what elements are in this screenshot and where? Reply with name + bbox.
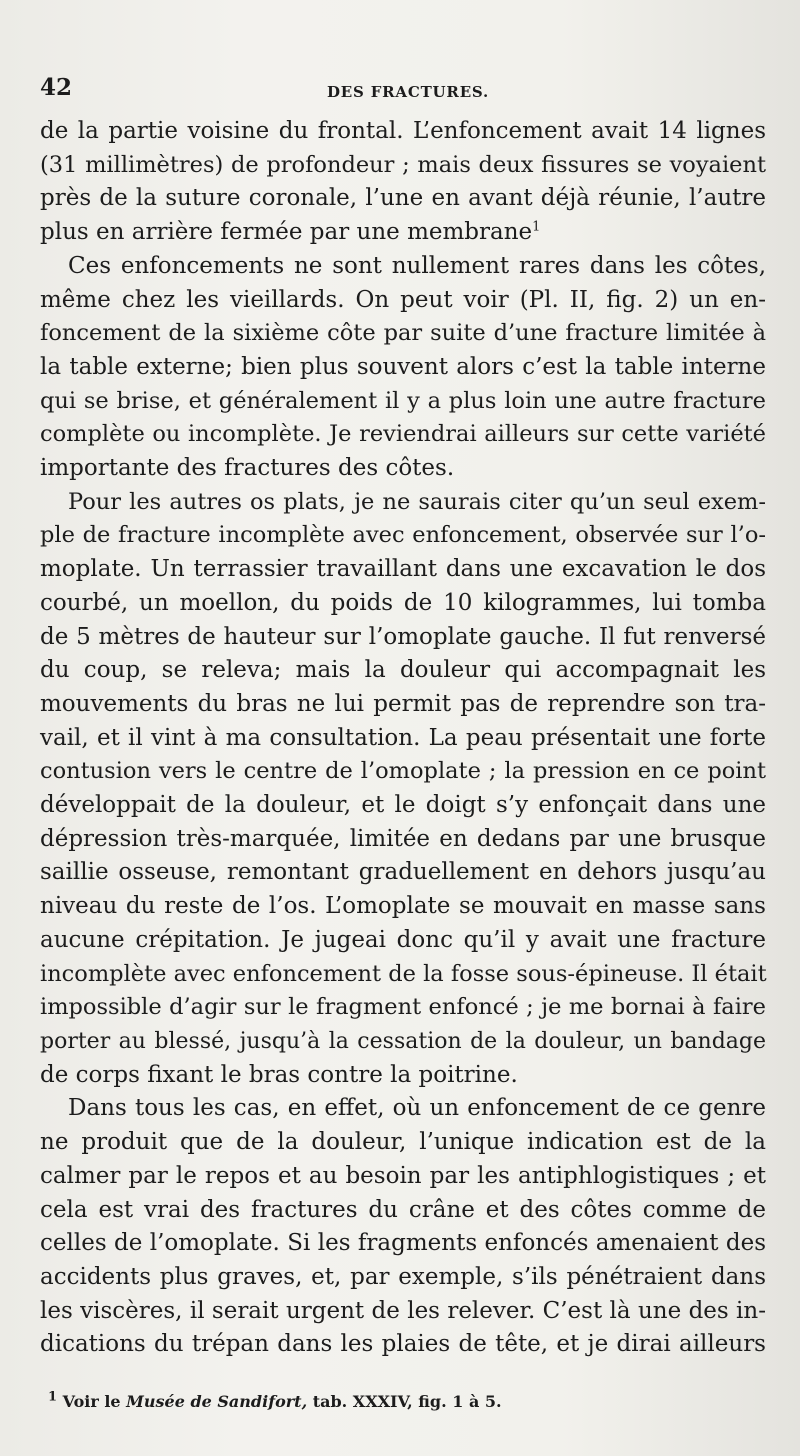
text-line: celles de l’omoplate. Si les fragments enfoncés amenaient des bbox=[40, 1230, 766, 1257]
text-line: qui se brise, et généralement il y a plus loin une autre fracture bbox=[40, 387, 766, 414]
text-line: dépression très-marquée, limitée en dedans par une brusque bbox=[40, 825, 766, 852]
text-line: du coup, se releva; mais la douleur qui accompagnait les bbox=[40, 657, 766, 684]
text-line: complète ou incomplète. Je reviendrai ailleurs sur cette variété bbox=[40, 421, 766, 448]
text-line: (31 millimètres) de profondeur ; mais deux fissures se voyaient bbox=[40, 151, 766, 178]
text-line: importante des fractures des côtes. bbox=[40, 455, 455, 482]
page-header bbox=[40, 74, 766, 108]
text-line: porter au blessé, jusqu’à la cessation de la douleur, un bandage bbox=[40, 1028, 766, 1054]
text-line: la table externe; bien plus souvent alors c’est la table interne bbox=[40, 353, 766, 380]
text-line: de 5 mètres de hauteur sur l’omoplate gauche. Il fut renversé bbox=[40, 623, 766, 650]
text-line: courbé, un moellon, du poids de 10 kilogrammes, lui tomba bbox=[40, 589, 766, 616]
text-line: vail, et il vint à ma consultation. La peau présentait une forte bbox=[40, 724, 766, 751]
text-line: de corps fixant le bras contre la poitrine. bbox=[40, 1061, 518, 1088]
footnote-reference: 1 bbox=[532, 219, 541, 235]
running-head: DES FRACTURES. bbox=[327, 83, 490, 101]
text-line: impossible d’agir sur le fragment enfoncé ; je me bornai à faire bbox=[40, 994, 766, 1021]
text-line: moplate. Un terrassier travaillant dans une excavation le dos bbox=[40, 556, 766, 583]
text-line: près de la suture coronale, l’une en avant déjà réunie, l’autre bbox=[40, 185, 766, 212]
text-line: Pour les autres os plats, je ne saurais citer qu’un seul exem- bbox=[68, 488, 766, 515]
page-number: 42 bbox=[40, 74, 73, 101]
body-text bbox=[40, 115, 766, 1362]
text-line: plus en arrière fermée par une membrane bbox=[40, 219, 533, 246]
paragraph bbox=[40, 115, 766, 250]
paragraph bbox=[40, 250, 766, 486]
footnote-title: Musée de Sandifort, bbox=[126, 1392, 308, 1411]
text-line: aucune crépitation. Je jugeai donc qu’il y avait une fracture bbox=[40, 926, 766, 953]
text-line: calmer par le repos et au besoin par les antiphlogistiques ; et bbox=[40, 1162, 766, 1189]
paragraph bbox=[40, 1092, 766, 1362]
text-line: ne produit que de la douleur, l’unique indication est de la bbox=[40, 1129, 766, 1156]
footnote-mark: 1 bbox=[48, 1389, 58, 1405]
paragraph bbox=[40, 486, 766, 1093]
text-line: Ces enfoncements ne sont nullement rares dans les côtes, bbox=[68, 252, 766, 279]
text-line: cela est vrai des fractures du crâne et des côtes comme de bbox=[40, 1196, 766, 1223]
text-line: accidents plus graves, et, par exemple, s’ils pénétraient dans bbox=[40, 1263, 766, 1290]
footnote bbox=[48, 1389, 748, 1411]
text-line: saillie osseuse, remontant graduellement en dehors jusqu’au bbox=[40, 859, 766, 886]
footnote-prefix: Voir le bbox=[62, 1392, 121, 1411]
text-line: même chez les vieillards. On peut voir (Pl. II, fig. 2) un en- bbox=[40, 286, 766, 313]
text-line: Dans tous les cas, en effet, où un enfoncement de ce genre bbox=[68, 1095, 766, 1122]
text-line: incomplète avec enfoncement de la fosse sous-épineuse. Il était bbox=[40, 960, 767, 987]
text-line: les viscères, il serait urgent de les relever. C’est là une des in- bbox=[40, 1297, 766, 1324]
footnote-suffix: tab. XXXIV, fig. 1 à 5. bbox=[312, 1392, 502, 1411]
text-line: mouvements du bras ne lui permit pas de reprendre son tra- bbox=[40, 690, 766, 717]
text-line: développait de la douleur, et le doigt s’y enfonçait dans une bbox=[40, 792, 766, 819]
text-line: ple de fracture incomplète avec enfoncement, observée sur l’o- bbox=[40, 522, 766, 549]
text-line: contusion vers le centre de l’omoplate ; la pression en ce point bbox=[40, 758, 766, 785]
text-line: niveau du reste de l’os. L’omoplate se mouvait en masse sans bbox=[40, 893, 766, 920]
text-line: de la partie voisine du frontal. L’enfoncement avait 14 lignes bbox=[40, 118, 766, 144]
text-line: dications du trépan dans les plaies de tête, et je dirai ailleurs bbox=[40, 1331, 766, 1358]
text-line: foncement de la sixième côte par suite d’une fracture limitée à bbox=[40, 320, 766, 347]
